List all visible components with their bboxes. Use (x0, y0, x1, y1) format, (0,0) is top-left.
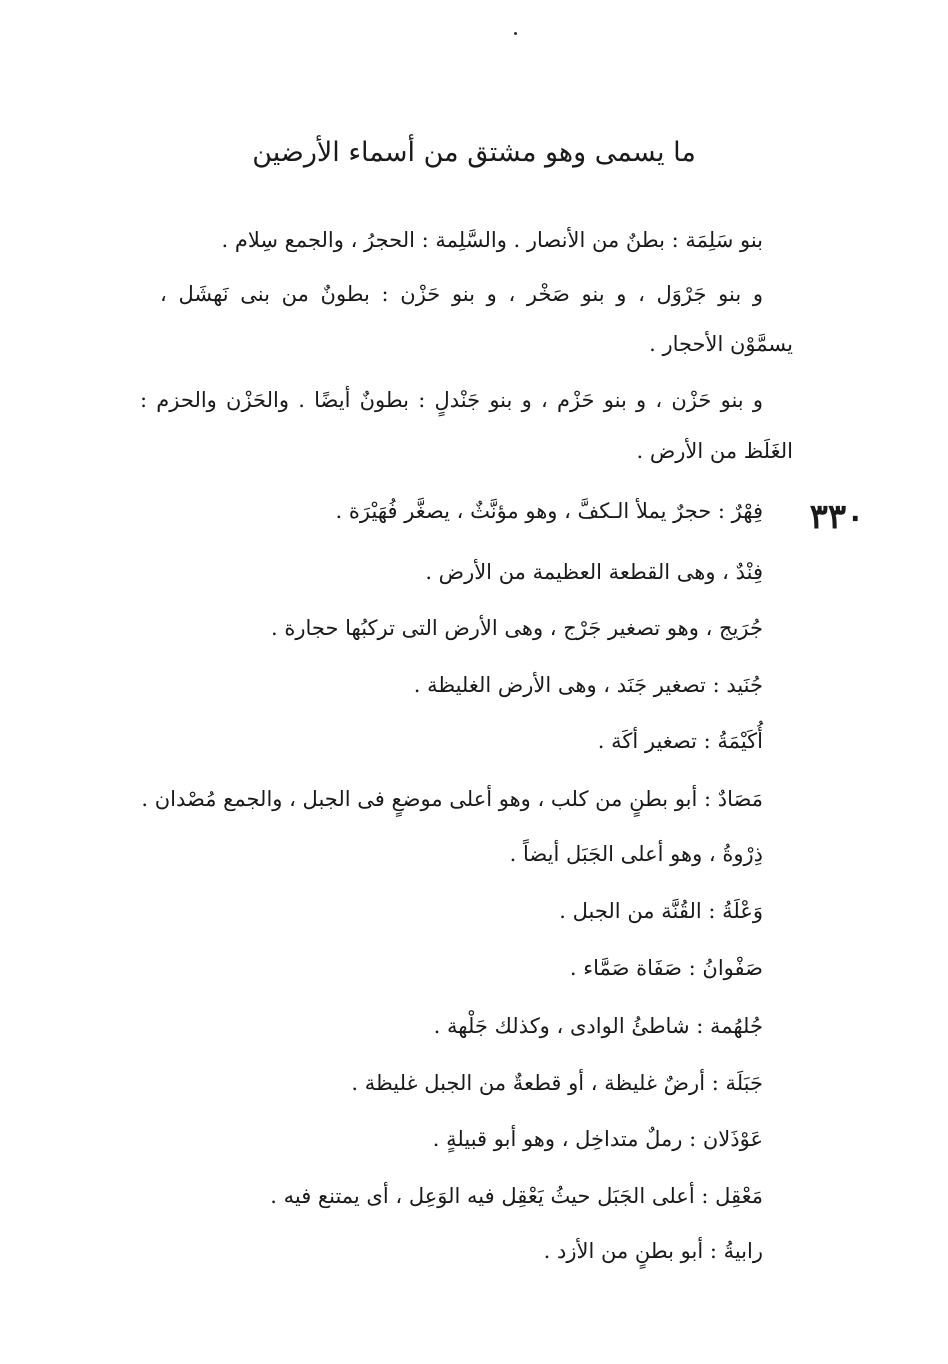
text-line: مَعْقِل : أعلى الجَبَل حيثُ يَعْقِل فيه الوَعِل ، أى يمتنع فيه . (270, 1184, 763, 1208)
text-line: جُنَيد : تصغير جَنَد ، وهى الأرض الغليظة . (413, 673, 763, 697)
text-line: جَبَلَة : أرضٌ غليظة ، أو قطعةٌ من الجبل غليظة . (351, 1071, 763, 1095)
speck (514, 32, 517, 35)
text-line: صَفْوانُ : صَفَاة صَمَّاء . (569, 956, 763, 980)
text-line: و بنو جَرْوَل ، و بنو صَخْر ، و بنو حَزْن : بطونٌ من بنى نَهشَل ، (160, 282, 763, 306)
text-line: مَصَادٌ : أبو بطنٍ من كلب ، وهو أعلى موضعٍ فى الجبل ، والجمع مُصْدان . (141, 787, 763, 811)
text-line: جُرَيج ، وهو تصغير جَرْج ، وهى الأرض التى تركبُها حجارة . (271, 616, 763, 640)
page-heading: ما يسمى وهو مشتق من أسماء الأرضين (252, 137, 696, 168)
text-line: ذِرْوةُ ، وهو أعلى الجَبَل أيضاً . (509, 842, 763, 866)
text-line: أُكَيْمَةُ : تصغير أكَة . (597, 729, 763, 753)
text-line: فِهْرٌ : حجرٌ يملأ الـكفَّ ، وهو مؤنَّثٌ ، يصغَّر فُهَيْرَة . (335, 499, 763, 523)
section-number: ٣٣٠ (809, 497, 865, 537)
text-line: الغَلَظ من الأرض . (636, 439, 793, 463)
text-line: فِنْدٌ ، وهى القطعة العظيمة من الأرض . (425, 560, 763, 584)
text-line: رابيةُ : أبو بطنٍ من الأزد . (543, 1239, 763, 1263)
text-line: وَعْلَةُ : القُنَّة من الجبل . (559, 899, 763, 923)
text-line: عَوْذَلان : رملٌ متداخِل ، وهو أبو قبيلةٍ . (432, 1127, 763, 1151)
text-line: بنو سَلِمَة : بطنٌ من الأنصار . والسَّلِمة : الحجرُ ، والجمع سِلام . (221, 228, 763, 252)
text-line: و بنو حَزْن ، و بنو حَزْم ، و بنو جَنْدلٍ : بطونٌ أيضًا . والحَزْن والحزم : (140, 388, 763, 412)
text-line: جُلهُمة : شاطئُ الوادى ، وكذلك جَلْهة . (433, 1014, 763, 1038)
text-line: يسمَّوْن الأحجار . (649, 332, 793, 356)
